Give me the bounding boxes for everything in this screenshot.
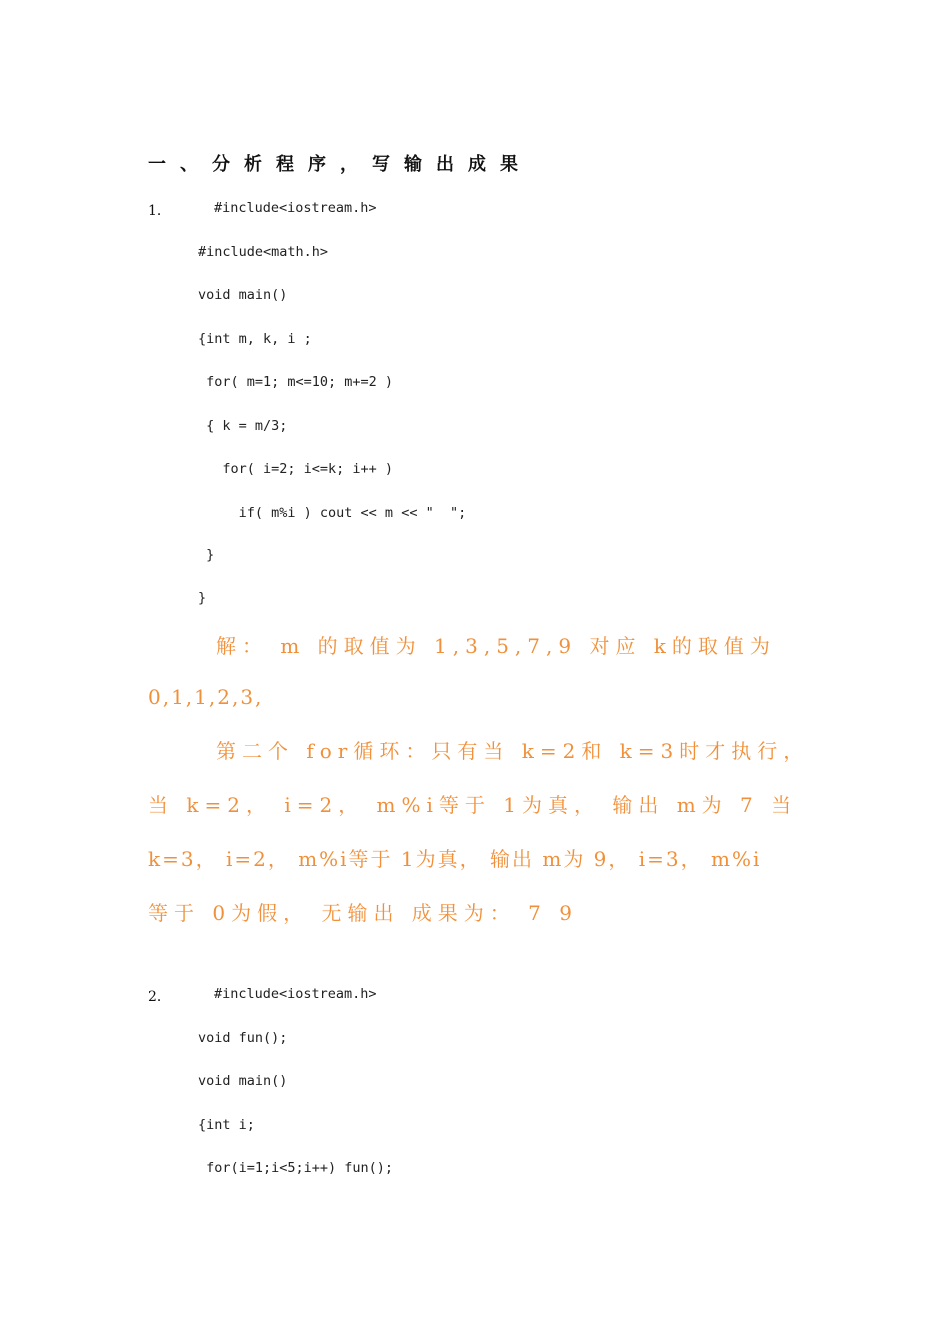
section-title: 一、分析程序，写输出成果 [148,154,532,175]
code-line: void fun(); [198,1030,288,1046]
code-line: { k = m/3; [198,418,288,434]
answer-line: 解： m 的取值为 1,3,5,7,9 对应 k的取值为 [216,634,776,658]
code-line: for( m=1; m<=10; m+=2 ) [198,374,394,390]
answer-line: k=3， i=2， m%i等于 1为真， 输出 m为 9， i=3， m%i [148,847,762,871]
code-line: #include<math.h> [198,244,329,260]
code-line: #include<iostream.h> [214,200,377,216]
code-line: for( i=2; i<=k; i++ ) [198,461,394,477]
code-line: } [198,547,215,563]
code-line: if( m%i ) cout << m << " "; [198,505,467,521]
code-line: void main() [198,1073,288,1089]
answer-line: 当 k=2， i=2， m%i等于 1为真， 输出 m为 7 当 [148,793,798,817]
code-line: {int i; [198,1117,255,1133]
code-line: {int m, k, i ; [198,331,312,347]
question-2-number: 2． [148,989,171,1005]
code-line: } [198,590,207,606]
code-line: for(i=1;i<5;i++) fun(); [198,1160,394,1176]
question-1-number: 1． [148,203,171,219]
answer-line: 等于 0为假， 无输出 成果为： 7 9 [148,901,578,925]
code-line: #include<iostream.h> [214,986,377,1002]
code-line: void main() [198,287,288,303]
answer-line: 0,1,1,2,3, [148,685,264,709]
answer-line: 第二个 for循环：只有当 k=2和 k=3时才执行， [216,739,810,763]
